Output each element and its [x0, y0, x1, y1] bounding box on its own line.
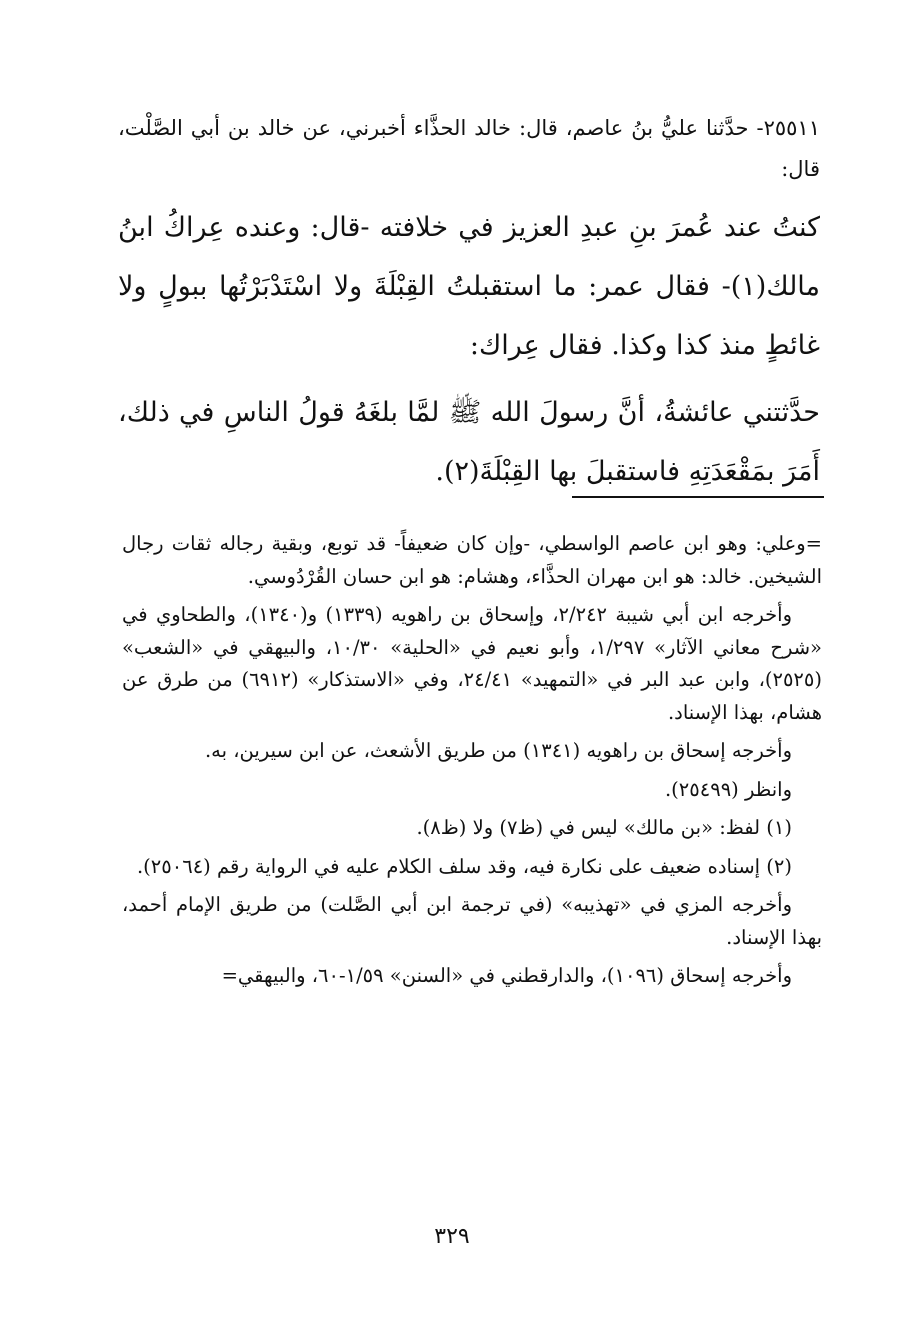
footnote-separator [572, 496, 824, 498]
footnote-paragraph: وانظر (٢٥٤٩٩). [664, 777, 792, 801]
footnote-paragraph: وأخرجه المزي في «تهذيبه» (في ترجمة ابن أبي الصَّلت) من طريق الإمام أحمد، بهذا الإسناد. [122, 893, 822, 949]
hadith-paragraph-1: كنتُ عند عُمرَ بنِ عبدِ العزيز في خلافته -قال: وعنده عِراكُ ابنُ مالك(١)- فقال عمر: ما استقبلتُ القِبْلَةَ ولا اسْتَدْبَرْتُها ببولٍ ولا غائطٍ منذ كذا وكذا. فقال عِراك: [118, 212, 820, 361]
hadith-body [118, 198, 820, 501]
footnote-2: (٢) إسناده ضعيف على نكارة فيه، وقد سلف الكلام عليه في الرواية رقم (٢٥٠٦٤). [136, 854, 792, 878]
page-number: ٣٢٩ [434, 1224, 470, 1249]
footnote-paragraph: وأخرجه ابن أبي شيبة ٢/٢٤٢، وإسحاق بن راهويه (١٣٣٩) و(١٣٤٠)، والطحاوي في «شرح معاني الآثار» ١/٢٩٧، وأبو نعيم في «الحلية» ١٠/٣٠، والبيهقي في «الشعب» (٢٥٢٥)، وابن عبد البر في «التمهيد» ٢٤/٤١، وفي «الاستذكار» (٦٩١٢) من طرق عن هشام، بهذا الإسناد. [122, 603, 822, 724]
footnote-1: (١) لفظ: «بن مالك» ليس في (ظ٧) ولا (ظ٨). [416, 816, 792, 839]
hadith-paragraph-2: حدَّثتني عائشةُ، أنَّ رسولَ الله ﷺ لمَّا بلغَهُ قولُ الناسِ في ذلك، أَمَرَ بمَقْعَدَتِهِ فاستقبلَ بها القِبْلَةَ(٢). [118, 397, 820, 487]
hadith-heading: ٢٥٥١١- حدَّثنا عليُّ بنُ عاصم، قال: خالد الحذَّاء أخبرني، عن خالد بن أبي الصَّلْت، قال: [118, 116, 820, 181]
footnote-continuation: =وعلي: وهو ابن عاصم الواسطي، -وإن كان ضعيفاً- قد توبع، وبقية رجاله ثقات رجال الشيخين. خالد: هو ابن مهران الحذَّاء، وهشام: هو ابن حسان القُرْدُوسي. [122, 532, 822, 588]
footnotes [122, 528, 822, 999]
footnote-paragraph: وأخرجه إسحاق (١٠٩٦)، والدارقطني في «السنن» ١/٥٩-٦٠، والبيهقي= [221, 964, 792, 987]
footnote-paragraph: وأخرجه إسحاق بن راهويه (١٣٤١) من طريق الأشعث، عن ابن سيرين، به. [204, 739, 792, 762]
